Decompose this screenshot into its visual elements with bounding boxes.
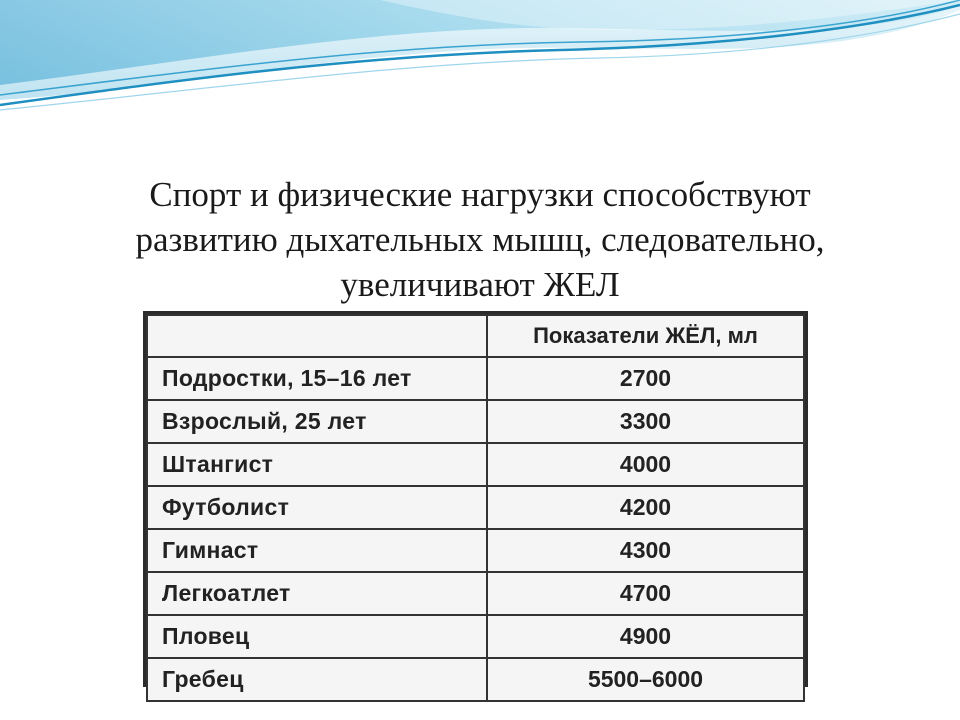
row-label: Подростки, 15–16 лет [147, 357, 487, 400]
row-label: Футболист [147, 486, 487, 529]
heading-line-1: Спорт и физические нагрузки способствуют [149, 175, 811, 214]
table-header-value-cell: Показатели ЖЁЛ, мл [487, 315, 804, 357]
row-value: 5500–6000 [487, 658, 804, 701]
table-row [147, 615, 804, 658]
table-row [147, 400, 804, 443]
table-row [147, 486, 804, 529]
row-label: Гимнаст [147, 529, 487, 572]
heading-line-3: увеличивают ЖЕЛ [340, 265, 620, 304]
slide-heading [80, 172, 880, 307]
row-value: 4000 [487, 443, 804, 486]
table-row [147, 572, 804, 615]
row-value: 2700 [487, 357, 804, 400]
table-row [147, 658, 804, 701]
row-value: 4700 [487, 572, 804, 615]
heading-line-2: развитию дыхательных мышц, следовательно, [135, 220, 825, 259]
row-value: 4300 [487, 529, 804, 572]
row-value: 4900 [487, 615, 804, 658]
vital-capacity-table-grid [146, 314, 805, 702]
row-value: 4200 [487, 486, 804, 529]
row-label: Пловец [147, 615, 487, 658]
vital-capacity-table [143, 311, 808, 692]
table-row [147, 357, 804, 400]
row-label: Легкоатлет [147, 572, 487, 615]
row-value: 3300 [487, 400, 804, 443]
wave-header-decoration [0, 0, 960, 120]
row-label: Штангист [147, 443, 487, 486]
table-row [147, 443, 804, 486]
table-row [147, 529, 804, 572]
table-header-empty-cell [147, 315, 487, 357]
table-header-row [147, 315, 804, 357]
row-label: Гребец [147, 658, 487, 701]
row-label: Взрослый, 25 лет [147, 400, 487, 443]
